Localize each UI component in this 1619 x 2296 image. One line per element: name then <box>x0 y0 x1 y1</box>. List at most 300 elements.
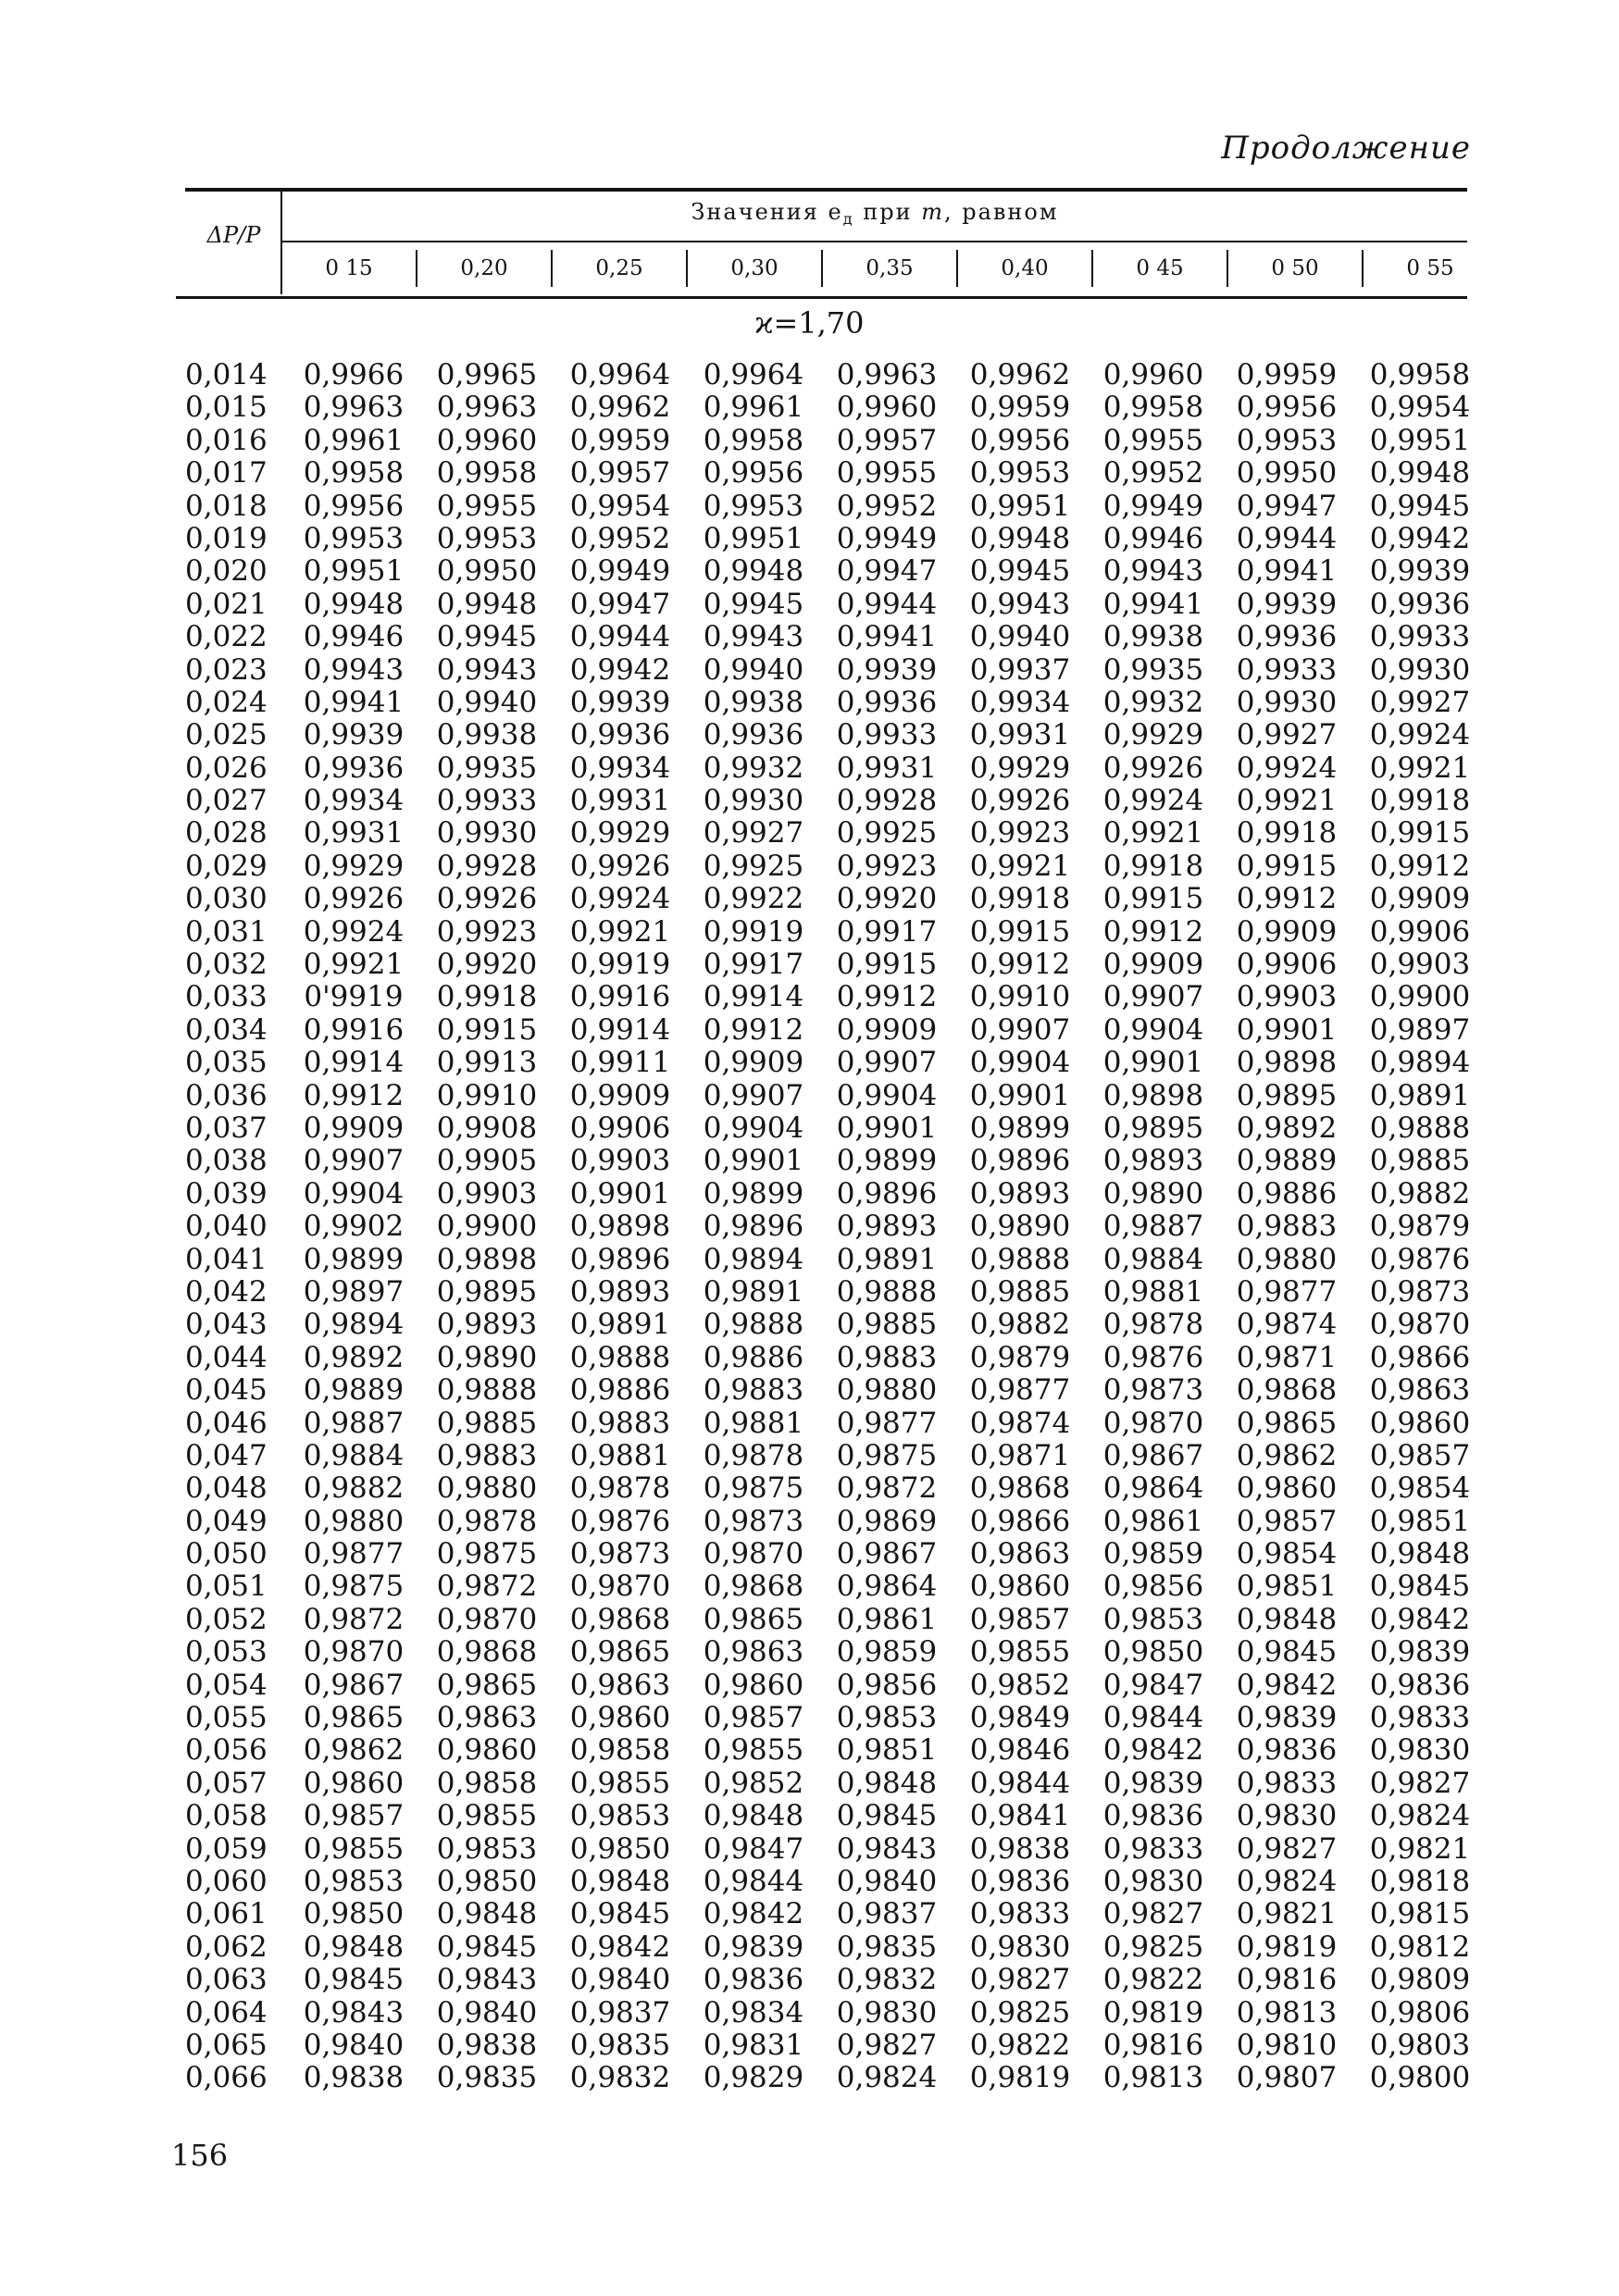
value-cell: 0,9848 <box>703 1799 804 1833</box>
table-row <box>185 1440 1487 1472</box>
value-cell: 0,9956 <box>703 456 804 490</box>
value-cell: 0,9870 <box>703 1537 804 1571</box>
value-cell: 0,9863 <box>703 1635 804 1669</box>
value-cell: 0,9951 <box>703 521 804 555</box>
table-row <box>185 1145 1487 1177</box>
value-cell: 0,9891 <box>836 1242 938 1276</box>
delta-p-cell: 0,058 <box>185 1799 268 1833</box>
value-cell: 0,9856 <box>1102 1570 1204 1604</box>
delta-p-cell: 0,023 <box>185 652 268 687</box>
table-row <box>185 1309 1487 1341</box>
value-cell: 0,9819 <box>1102 1995 1204 2029</box>
delta-p-cell: 0,026 <box>185 751 268 785</box>
value-cell: 0,9877 <box>1236 1274 1338 1309</box>
value-cell: 0,9930 <box>1369 652 1471 687</box>
value-cell: 0,9865 <box>569 1635 671 1669</box>
value-cell: 0,9901 <box>969 1078 1071 1112</box>
delta-p-cell: 0,035 <box>185 1046 268 1080</box>
delta-p-cell: 0,039 <box>185 1176 268 1210</box>
value-cell: 0,9904 <box>1102 1012 1204 1047</box>
value-cell: 0,9881 <box>703 1406 804 1440</box>
value-cell: 0,9865 <box>703 1602 804 1636</box>
table-row <box>185 850 1487 883</box>
value-cell: 0,9924 <box>1102 784 1204 818</box>
value-cell: 0,9881 <box>569 1438 671 1472</box>
value-cell: 0,9940 <box>703 652 804 687</box>
row-header-label: ΔP/P <box>206 222 261 248</box>
value-cell: 0,9898 <box>569 1210 671 1244</box>
table-row <box>185 1244 1487 1276</box>
value-cell: 0,9951 <box>303 554 405 589</box>
delta-p-cell: 0,033 <box>185 980 268 1014</box>
value-cell: 0,9838 <box>436 2028 538 2062</box>
table-row <box>185 1178 1487 1210</box>
value-cell: 0,9880 <box>836 1373 938 1408</box>
value-cell: 0,9958 <box>1102 391 1204 425</box>
value-cell: 0,9915 <box>969 914 1071 949</box>
table-row <box>185 1408 1487 1440</box>
value-cell: 0,9881 <box>1102 1274 1204 1309</box>
value-cell: 0,9883 <box>703 1373 804 1408</box>
value-cell: 0,9938 <box>703 685 804 719</box>
value-cell: 0,9893 <box>569 1274 671 1309</box>
header-subscript: д <box>842 210 854 228</box>
delta-p-cell: 0,044 <box>185 1340 268 1374</box>
value-cell: 0,9888 <box>436 1373 538 1408</box>
value-cell: 0,9863 <box>969 1537 1071 1571</box>
value-cell: 0,9914 <box>303 1046 405 1080</box>
value-cell: 0,9876 <box>1102 1340 1204 1374</box>
value-cell: 0,9827 <box>969 1963 1071 1997</box>
value-cell: 0,9925 <box>703 849 804 883</box>
table-row <box>185 817 1487 850</box>
delta-p-cell: 0,048 <box>185 1471 268 1506</box>
values-table <box>185 359 1487 2095</box>
value-cell: 0,9924 <box>303 914 405 949</box>
value-cell: 0,9882 <box>303 1471 405 1506</box>
table-row <box>185 555 1487 588</box>
value-cell: 0,9924 <box>1369 718 1471 752</box>
value-cell: 0,9921 <box>303 948 405 982</box>
table-row <box>185 1997 1487 2029</box>
value-cell: 0,9813 <box>1236 1995 1338 2029</box>
value-cell: 0,9830 <box>836 1995 938 2029</box>
value-cell: 0,9901 <box>1102 1046 1204 1080</box>
value-cell: 0,9943 <box>1102 554 1204 589</box>
m-value-header: 0,25 <box>551 250 686 287</box>
value-cell: 0,9915 <box>836 948 938 982</box>
value-cell: 0,9921 <box>1236 784 1338 818</box>
value-cell: 0,9955 <box>1102 423 1204 457</box>
value-cell: 0,9867 <box>836 1537 938 1571</box>
value-cell: 0,9869 <box>836 1504 938 1538</box>
value-cell: 0,9956 <box>303 489 405 523</box>
table-row <box>185 916 1487 949</box>
value-cell: 0,9908 <box>436 1111 538 1145</box>
value-cell: 0,9856 <box>836 1668 938 1702</box>
value-cell: 0,9822 <box>1102 1963 1204 1997</box>
value-cell: 0,9912 <box>703 1012 804 1047</box>
value-cell: 0,9877 <box>303 1537 405 1571</box>
value-cell: 0,9815 <box>1369 1897 1471 1931</box>
value-cell: 0,9868 <box>969 1471 1071 1506</box>
delta-p-cell: 0,019 <box>185 521 268 555</box>
value-cell: 0,9860 <box>569 1701 671 1735</box>
value-cell: 0,9821 <box>1236 1897 1338 1931</box>
value-cell: 0,9915 <box>1236 849 1338 883</box>
value-cell: 0,9892 <box>303 1340 405 1374</box>
table-row <box>185 457 1487 490</box>
value-cell: 0,9901 <box>569 1176 671 1210</box>
table-row <box>185 1342 1487 1374</box>
value-cell: 0,9895 <box>1102 1111 1204 1145</box>
value-cell: 0,9882 <box>1369 1176 1471 1210</box>
value-cell: 0,9845 <box>1369 1570 1471 1604</box>
value-cell: 0,9870 <box>436 1602 538 1636</box>
value-cell: 0,9944 <box>569 620 671 654</box>
value-cell: 0,9954 <box>569 489 671 523</box>
value-cell: 0,9934 <box>303 784 405 818</box>
value-cell: 0,9910 <box>436 1078 538 1112</box>
value-cell: 0,9931 <box>303 816 405 850</box>
value-cell: 0,9901 <box>703 1144 804 1178</box>
value-cell: 0,9842 <box>703 1897 804 1931</box>
value-cell: 0,9859 <box>1102 1537 1204 1571</box>
value-cell: 0,9833 <box>1369 1701 1471 1735</box>
delta-p-cell: 0,057 <box>185 1766 268 1800</box>
value-cell: 0,9947 <box>1236 489 1338 523</box>
delta-p-cell: 0,014 <box>185 358 268 391</box>
value-cell: 0,9865 <box>303 1701 405 1735</box>
value-cell: 0,9926 <box>969 784 1071 818</box>
value-cell: 0,9862 <box>303 1733 405 1768</box>
value-cell: 0,9883 <box>569 1406 671 1440</box>
continued-label: Продолжение <box>1221 130 1471 167</box>
value-cell: 0,9806 <box>1369 1995 1471 2029</box>
value-cell: 0,9803 <box>1369 2028 1471 2062</box>
table-row <box>185 1800 1487 1832</box>
value-cell: 0,9880 <box>1236 1242 1338 1276</box>
delta-p-cell: 0,059 <box>185 1831 268 1866</box>
value-cell: 0,9957 <box>836 423 938 457</box>
table-row <box>185 719 1487 751</box>
table-row <box>185 1898 1487 1930</box>
value-cell: 0,9918 <box>1369 784 1471 818</box>
table-row <box>185 1047 1487 1079</box>
value-cell: 0,9862 <box>1236 1438 1338 1472</box>
value-cell: 0,9844 <box>969 1766 1071 1800</box>
value-cell: 0,9914 <box>569 1012 671 1047</box>
value-cell: 0,9958 <box>303 456 405 490</box>
value-cell: 0,9913 <box>436 1046 538 1080</box>
value-cell: 0,9912 <box>1369 849 1471 883</box>
value-cell: 0,9833 <box>1102 1831 1204 1866</box>
value-cell: 0,9910 <box>969 980 1071 1014</box>
value-cell: 0,9928 <box>836 784 938 818</box>
value-cell: 0,9833 <box>969 1897 1071 1931</box>
delta-p-cell: 0,061 <box>185 1897 268 1931</box>
value-cell: 0,9871 <box>969 1438 1071 1472</box>
delta-p-cell: 0,036 <box>185 1078 268 1112</box>
header-bottom-rule <box>176 296 1467 299</box>
value-cell: 0,9889 <box>303 1373 405 1408</box>
value-cell: 0,9878 <box>436 1504 538 1538</box>
value-cell: 0,9896 <box>969 1144 1071 1178</box>
value-cell: 0,9843 <box>836 1831 938 1866</box>
value-cell: 0,9961 <box>303 423 405 457</box>
value-cell: 0,9893 <box>1102 1144 1204 1178</box>
value-cell: 0,9929 <box>969 751 1071 785</box>
value-cell: 0,9852 <box>703 1766 804 1800</box>
value-cell: 0,9816 <box>1102 2028 1204 2062</box>
value-cell: 0,9827 <box>1102 1897 1204 1931</box>
value-cell: 0,9951 <box>1369 423 1471 457</box>
value-cell: 0,9939 <box>836 652 938 687</box>
value-cell: 0,9935 <box>436 751 538 785</box>
value-cell: 0,9907 <box>703 1078 804 1112</box>
delta-p-cell: 0,038 <box>185 1144 268 1178</box>
value-cell: 0,9827 <box>836 2028 938 2062</box>
value-cell: 0,9839 <box>1369 1635 1471 1669</box>
value-cell: 0,9868 <box>436 1635 538 1669</box>
value-cell: 0,9888 <box>703 1308 804 1342</box>
delta-p-cell: 0,021 <box>185 587 268 621</box>
column-group-header <box>282 199 1467 228</box>
delta-p-cell: 0,025 <box>185 718 268 752</box>
value-cell: 0,9884 <box>1102 1242 1204 1276</box>
value-cell: 0,9961 <box>703 391 804 425</box>
value-cell: 0,9800 <box>1369 2061 1471 2095</box>
value-cell: 0,9861 <box>836 1602 938 1636</box>
value-cell: 0,9865 <box>436 1668 538 1702</box>
value-cell: 0,9844 <box>1102 1701 1204 1735</box>
delta-p-cell: 0,043 <box>185 1308 268 1342</box>
value-cell: 0,9870 <box>1369 1308 1471 1342</box>
delta-p-cell: 0,040 <box>185 1210 268 1244</box>
table-row <box>185 1374 1487 1407</box>
value-cell: 0,9888 <box>969 1242 1071 1276</box>
delta-p-cell: 0,029 <box>185 849 268 883</box>
m-value-header: 0,30 <box>686 250 821 287</box>
value-cell: 0,9839 <box>1236 1701 1338 1735</box>
value-cell: 0,9845 <box>569 1897 671 1931</box>
m-value-header: 0 45 <box>1091 250 1227 287</box>
value-cell: 0,9853 <box>303 1864 405 1898</box>
value-cell: 0,9964 <box>703 358 804 391</box>
value-cell: 0,9918 <box>436 980 538 1014</box>
value-cell: 0,9891 <box>1369 1078 1471 1112</box>
m-value-headers <box>282 250 1497 287</box>
value-cell: 0,9899 <box>703 1176 804 1210</box>
value-cell: 0,9841 <box>969 1799 1071 1833</box>
value-cell: 0,9900 <box>1369 980 1471 1014</box>
value-cell: 0,9891 <box>569 1308 671 1342</box>
value-cell: 0,9938 <box>1102 620 1204 654</box>
value-cell: 0,9857 <box>703 1701 804 1735</box>
value-cell: 0,9962 <box>569 391 671 425</box>
value-cell: 0,9930 <box>1236 685 1338 719</box>
value-cell: 0,9944 <box>1236 521 1338 555</box>
value-cell: 0,9860 <box>1236 1471 1338 1506</box>
value-cell: 0,9965 <box>436 358 538 391</box>
value-cell: 0,9854 <box>1236 1537 1338 1571</box>
table-row <box>185 883 1487 915</box>
value-cell: 0,9892 <box>1236 1111 1338 1145</box>
value-cell: 0,9924 <box>1236 751 1338 785</box>
value-cell: 0,9896 <box>569 1242 671 1276</box>
value-cell: 0,9855 <box>303 1831 405 1866</box>
value-cell: 0,9877 <box>836 1406 938 1440</box>
value-cell: 0,9855 <box>703 1733 804 1768</box>
delta-p-cell: 0,037 <box>185 1111 268 1145</box>
value-cell: 0'9919 <box>304 980 404 1014</box>
value-cell: 0,9868 <box>569 1602 671 1636</box>
value-cell: 0,9963 <box>436 391 538 425</box>
table-row <box>185 1538 1487 1570</box>
value-cell: 0,9884 <box>303 1438 405 1472</box>
value-cell: 0,9822 <box>969 2028 1071 2062</box>
value-cell: 0,9885 <box>969 1274 1071 1309</box>
value-cell: 0,9860 <box>303 1766 405 1800</box>
value-cell: 0,9948 <box>703 554 804 589</box>
value-cell: 0,9875 <box>703 1471 804 1506</box>
table-row <box>185 1833 1487 1866</box>
delta-p-cell: 0,017 <box>185 456 268 490</box>
value-cell: 0,9855 <box>969 1635 1071 1669</box>
value-cell: 0,9860 <box>703 1668 804 1702</box>
delta-p-cell: 0,018 <box>185 489 268 523</box>
kappa-section-label: ϰ=1,70 <box>754 305 865 341</box>
value-cell: 0,9836 <box>1102 1799 1204 1833</box>
value-cell: 0,9953 <box>303 521 405 555</box>
value-cell: 0,9894 <box>303 1308 405 1342</box>
delta-p-cell: 0,034 <box>185 1012 268 1047</box>
value-cell: 0,9934 <box>969 685 1071 719</box>
value-cell: 0,9857 <box>969 1602 1071 1636</box>
value-cell: 0,9852 <box>969 1668 1071 1702</box>
value-cell: 0,9928 <box>436 849 538 883</box>
value-cell: 0,9845 <box>836 1799 938 1833</box>
value-cell: 0,9835 <box>836 1930 938 1964</box>
value-cell: 0,9855 <box>569 1766 671 1800</box>
delta-p-cell: 0,066 <box>185 2061 268 2095</box>
value-cell: 0,9830 <box>969 1930 1071 1964</box>
value-cell: 0,9827 <box>1236 1831 1338 1866</box>
value-cell: 0,9886 <box>569 1373 671 1408</box>
value-cell: 0,9888 <box>1369 1111 1471 1145</box>
table-row <box>185 1931 1487 1964</box>
value-cell: 0,9931 <box>969 718 1071 752</box>
delta-p-cell: 0,030 <box>185 882 268 916</box>
value-cell: 0,9898 <box>436 1242 538 1276</box>
value-cell: 0,9847 <box>703 1831 804 1866</box>
value-cell: 0,9885 <box>436 1406 538 1440</box>
value-cell: 0,9843 <box>303 1995 405 2029</box>
value-cell: 0,9952 <box>1102 456 1204 490</box>
value-cell: 0,9840 <box>569 1963 671 1997</box>
value-cell: 0,9853 <box>436 1831 538 1866</box>
value-cell: 0,9866 <box>1369 1340 1471 1374</box>
value-cell: 0,9966 <box>303 358 405 391</box>
delta-p-cell: 0,054 <box>185 1668 268 1702</box>
value-cell: 0,9832 <box>836 1963 938 1997</box>
value-cell: 0,9883 <box>836 1340 938 1374</box>
value-cell: 0,9831 <box>703 2028 804 2062</box>
value-cell: 0,9956 <box>1236 391 1338 425</box>
value-cell: 0,9948 <box>1369 456 1471 490</box>
value-cell: 0,9921 <box>569 914 671 949</box>
delta-p-cell: 0,015 <box>185 391 268 425</box>
value-cell: 0,9887 <box>1102 1210 1204 1244</box>
value-cell: 0,9923 <box>436 914 538 949</box>
value-cell: 0,9932 <box>1102 685 1204 719</box>
value-cell: 0,9847 <box>1102 1668 1204 1702</box>
table-row <box>185 1080 1487 1112</box>
value-cell: 0,9912 <box>1102 914 1204 949</box>
value-cell: 0,9936 <box>1236 620 1338 654</box>
value-cell: 0,9893 <box>969 1176 1071 1210</box>
value-cell: 0,9836 <box>703 1963 804 1997</box>
value-cell: 0,9929 <box>1102 718 1204 752</box>
value-cell: 0,9898 <box>1236 1046 1338 1080</box>
value-cell: 0,9863 <box>1369 1373 1471 1408</box>
delta-p-cell: 0,031 <box>185 914 268 949</box>
value-cell: 0,9878 <box>1102 1308 1204 1342</box>
value-cell: 0,9944 <box>836 587 938 621</box>
value-cell: 0,9907 <box>1102 980 1204 1014</box>
table-row <box>185 1472 1487 1505</box>
value-cell: 0,9848 <box>303 1930 405 1964</box>
table-top-rule <box>185 188 1467 192</box>
value-cell: 0,9926 <box>436 882 538 916</box>
value-cell: 0,9921 <box>1369 751 1471 785</box>
table-row <box>185 621 1487 653</box>
value-cell: 0,9851 <box>1236 1570 1338 1604</box>
value-cell: 0,9879 <box>969 1340 1071 1374</box>
table-row <box>185 1702 1487 1734</box>
value-cell: 0,9857 <box>303 1799 405 1833</box>
value-cell: 0,9873 <box>1102 1373 1204 1408</box>
header-variable: m <box>921 199 944 225</box>
value-cell: 0,9929 <box>569 816 671 850</box>
value-cell: 0,9827 <box>1369 1766 1471 1800</box>
value-cell: 0,9936 <box>1369 587 1471 621</box>
value-cell: 0,9907 <box>969 1012 1071 1047</box>
value-cell: 0,9934 <box>569 751 671 785</box>
value-cell: 0,9956 <box>969 423 1071 457</box>
value-cell: 0,9879 <box>1369 1210 1471 1244</box>
value-cell: 0,9941 <box>303 685 405 719</box>
value-cell: 0,9864 <box>1102 1471 1204 1506</box>
value-cell: 0,9840 <box>436 1995 538 2029</box>
table-row <box>185 1276 1487 1309</box>
value-cell: 0,9917 <box>836 914 938 949</box>
value-cell: 0,9845 <box>303 1963 405 1997</box>
value-cell: 0,9909 <box>303 1111 405 1145</box>
value-cell: 0,9939 <box>303 718 405 752</box>
value-cell: 0,9819 <box>969 2061 1071 2095</box>
value-cell: 0,9863 <box>569 1668 671 1702</box>
value-cell: 0,9958 <box>703 423 804 457</box>
value-cell: 0,9838 <box>303 2061 405 2095</box>
value-cell: 0,9921 <box>969 849 1071 883</box>
value-cell: 0,9919 <box>569 948 671 982</box>
table-row <box>185 1636 1487 1669</box>
value-cell: 0,9909 <box>1102 948 1204 982</box>
value-cell: 0,9959 <box>569 423 671 457</box>
value-cell: 0,9955 <box>836 456 938 490</box>
value-cell: 0,9867 <box>303 1668 405 1702</box>
